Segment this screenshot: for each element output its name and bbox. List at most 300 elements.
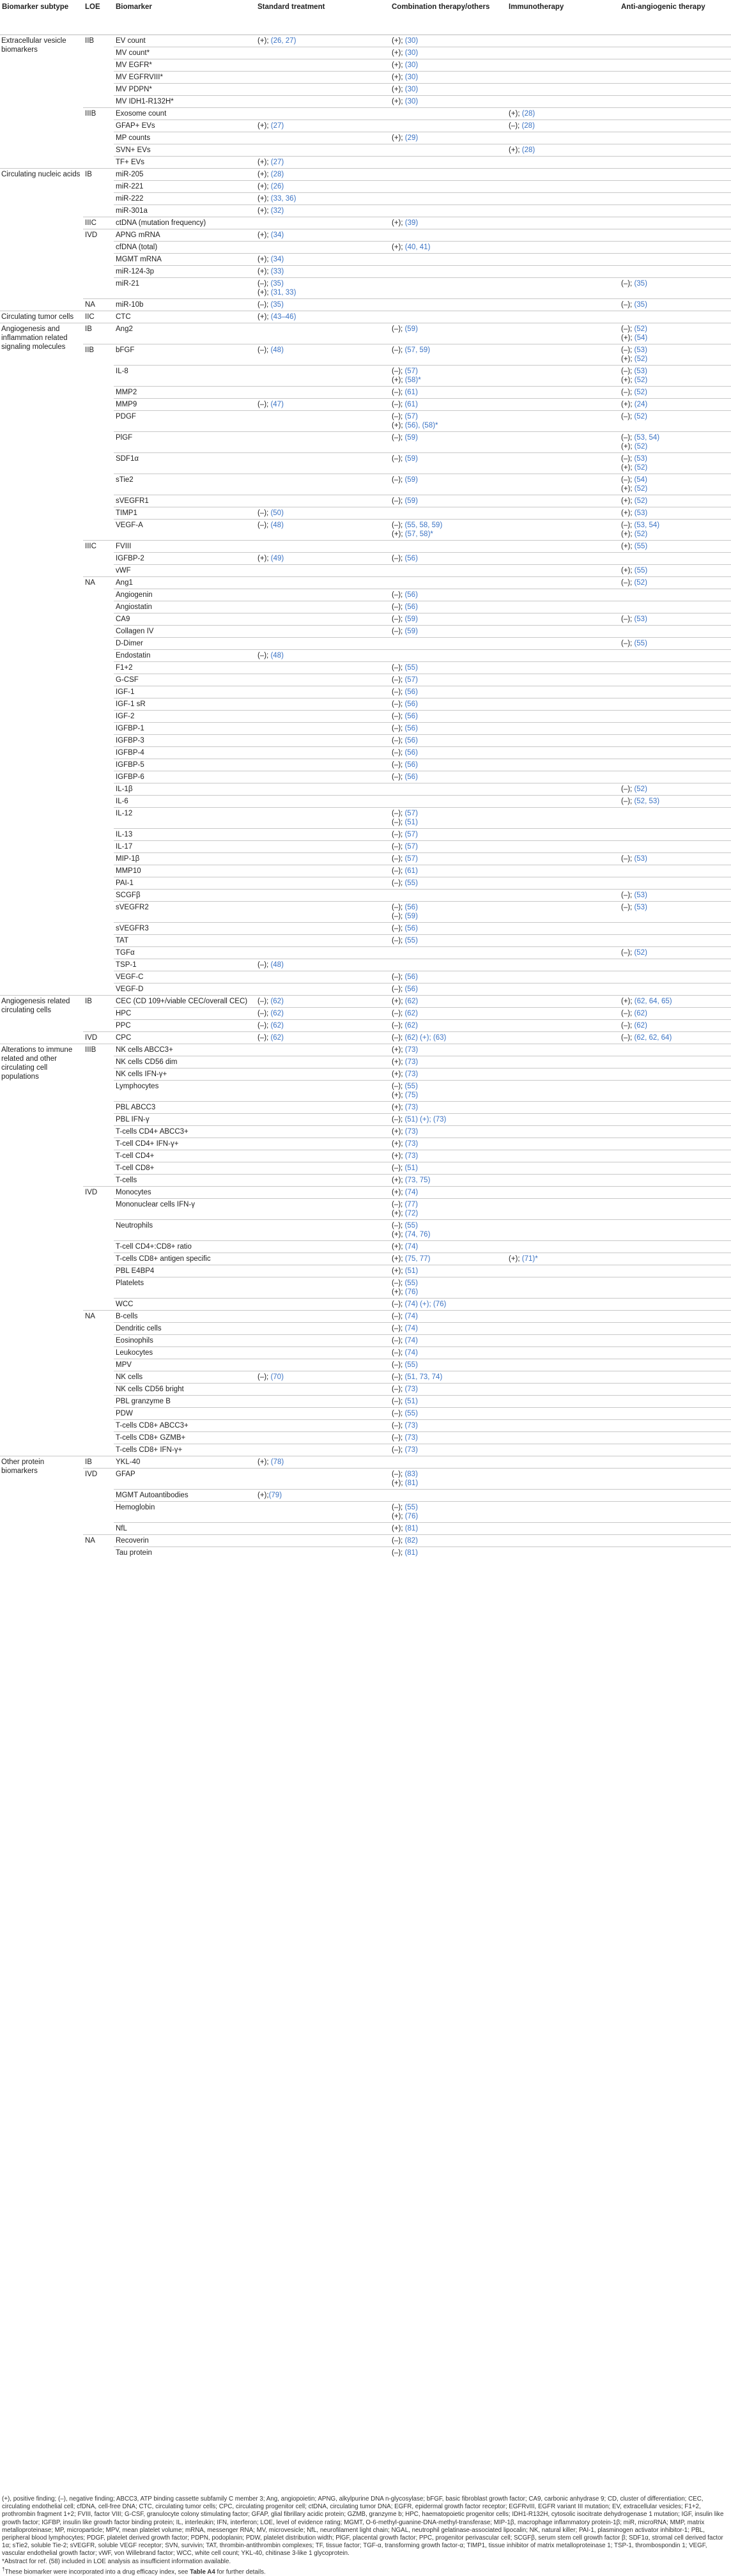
standard-treatment-cell bbox=[256, 1444, 390, 1456]
citation-link[interactable]: (81) bbox=[404, 1525, 419, 1532]
citation-link[interactable]: (51) (+); (73) bbox=[404, 1116, 447, 1123]
citation-link[interactable]: (73) bbox=[404, 1152, 419, 1160]
citation-link[interactable]: (55) bbox=[404, 1410, 418, 1417]
anti-angiogenic-cell: (–); (53, 54) (+); (52) bbox=[619, 432, 731, 453]
biomarker-cell: IGFBP-5 bbox=[114, 759, 256, 771]
standard-treatment-cell bbox=[256, 686, 390, 698]
standard-treatment-cell: (+); (28) bbox=[256, 169, 390, 181]
standard-treatment-cell: (–); (62) bbox=[256, 1020, 390, 1032]
standard-treatment-cell bbox=[256, 1535, 390, 1547]
subtype-cell: Circulating tumor cells bbox=[0, 311, 83, 323]
citation-link[interactable]: (74) bbox=[404, 1325, 418, 1332]
citation-link[interactable]: (62, 64, 65) bbox=[634, 998, 672, 1005]
citation-link[interactable]: (48) bbox=[270, 652, 284, 659]
immunotherapy-cell bbox=[507, 1547, 619, 1559]
biomarker-cell: T-cells CD8+ GZMB+ bbox=[114, 1432, 256, 1444]
immunotherapy-cell bbox=[507, 747, 619, 759]
anti-angiogenic-cell bbox=[619, 47, 731, 59]
citation-link[interactable]: (73) bbox=[404, 1422, 418, 1430]
citation-link[interactable]: (55) bbox=[404, 1083, 418, 1090]
immunotherapy-cell bbox=[507, 453, 619, 474]
citation-link[interactable]: (33, 36) bbox=[270, 195, 296, 203]
citation-link[interactable]: (59) bbox=[404, 455, 418, 463]
citation-link[interactable]: (76) bbox=[404, 1513, 419, 1520]
citation-link[interactable]: (73) bbox=[404, 1104, 419, 1111]
subtype-cell: Angiogenesis and inflammation related signaling molecules bbox=[0, 323, 83, 996]
standard-treatment-cell bbox=[256, 108, 390, 120]
anti-angiogenic-cell: (–); (53) bbox=[619, 890, 731, 902]
citation-link[interactable]: (34) bbox=[270, 256, 284, 263]
anti-angiogenic-cell bbox=[619, 1323, 731, 1335]
combination-therapy-cell: (–); (55) (+); (76) bbox=[390, 1277, 507, 1299]
citation-link[interactable]: (53) bbox=[634, 455, 647, 463]
standard-treatment-cell: (+); (33, 36) bbox=[256, 193, 390, 205]
citation-link[interactable]: (52) bbox=[634, 413, 647, 420]
citation-link[interactable]: (52) bbox=[634, 497, 648, 505]
biomarker-cell: T-cells CD8+ IFN-γ+ bbox=[114, 1444, 256, 1456]
citation-link[interactable]: (70) bbox=[270, 1373, 284, 1381]
citation-link[interactable]: (56), (58)* bbox=[404, 422, 438, 429]
immunotherapy-cell bbox=[507, 1490, 619, 1502]
biomarker-cell: PBL granzyme B bbox=[114, 1396, 256, 1408]
combination-therapy-cell: (–); (81) bbox=[390, 1547, 507, 1559]
standard-treatment-cell bbox=[256, 1220, 390, 1241]
immunotherapy-cell bbox=[507, 387, 619, 399]
combination-therapy-cell: (–); (56) bbox=[390, 771, 507, 783]
combination-therapy-cell bbox=[390, 947, 507, 959]
citation-link[interactable]: (52) bbox=[634, 579, 647, 587]
standard-treatment-cell bbox=[256, 1277, 390, 1299]
anti-angiogenic-cell bbox=[619, 35, 731, 47]
loe-cell: IIB bbox=[83, 35, 114, 108]
standard-treatment-cell bbox=[256, 242, 390, 254]
citation-link[interactable]: (52) bbox=[634, 464, 648, 472]
citation-link[interactable]: (55) bbox=[404, 1279, 418, 1287]
standard-treatment-cell bbox=[256, 1253, 390, 1265]
biomarker-cell: T-cells CD4+ ABCC3+ bbox=[114, 1126, 256, 1138]
citation-link[interactable]: (39) bbox=[404, 219, 419, 227]
anti-angiogenic-cell bbox=[619, 686, 731, 698]
combination-therapy-cell: (–); (55) bbox=[390, 935, 507, 947]
citation-link[interactable]: (53) bbox=[634, 855, 647, 863]
citation-link[interactable]: (61) bbox=[404, 401, 418, 408]
citation-link[interactable]: (48) bbox=[270, 521, 284, 529]
citation-link[interactable]: (54) bbox=[634, 334, 648, 342]
standard-treatment-cell bbox=[256, 865, 390, 877]
standard-treatment-cell: (–); (62) bbox=[256, 996, 390, 1008]
anti-angiogenic-cell: (–); (53) (+); (52) bbox=[619, 366, 731, 387]
citation-link[interactable]: (31, 33) bbox=[270, 289, 296, 297]
subtype-cell: Alterations to immune related and other circulating cell populations bbox=[0, 1044, 83, 1456]
citation-link[interactable]: (61) bbox=[404, 867, 418, 875]
combination-therapy-cell: (–); (57) bbox=[390, 841, 507, 853]
immunotherapy-cell bbox=[507, 1044, 619, 1056]
citation-link[interactable]: (54) bbox=[634, 476, 647, 484]
citation-link[interactable]: (56) bbox=[404, 761, 418, 769]
standard-treatment-cell bbox=[256, 1162, 390, 1175]
loe-cell: IVD bbox=[83, 1032, 114, 1044]
table-row bbox=[0, 229, 731, 242]
anti-angiogenic-cell bbox=[619, 132, 731, 144]
citation-link[interactable]: (56) bbox=[404, 603, 418, 611]
anti-angiogenic-cell: (–); (55) bbox=[619, 638, 731, 650]
anti-angiogenic-cell bbox=[619, 1162, 731, 1175]
citation-link[interactable]: (76) bbox=[404, 1288, 419, 1296]
standard-treatment-cell bbox=[256, 1199, 390, 1220]
immunotherapy-cell: (+); (71)* bbox=[507, 1253, 619, 1265]
citation-link[interactable]: (30) bbox=[404, 61, 419, 69]
citation-link[interactable]: (53, 54) bbox=[634, 434, 660, 442]
citation-link[interactable]: (53) bbox=[634, 346, 647, 354]
anti-angiogenic-cell bbox=[619, 1068, 731, 1081]
citation-link[interactable]: (27) bbox=[270, 122, 284, 130]
citation-link[interactable]: (59) bbox=[404, 497, 418, 505]
citation-link[interactable]: (57) bbox=[404, 676, 418, 684]
anti-angiogenic-cell bbox=[619, 1150, 731, 1162]
citation-link[interactable]: (26, 27) bbox=[270, 37, 296, 45]
biomarker-cell: PlGF bbox=[114, 432, 256, 453]
standard-treatment-cell: (–); (35) bbox=[256, 299, 390, 311]
citation-link[interactable]: (30) bbox=[404, 73, 419, 81]
standard-treatment-cell bbox=[256, 1384, 390, 1396]
biomarker-cell: Endostatin bbox=[114, 650, 256, 662]
anti-angiogenic-cell bbox=[619, 1432, 731, 1444]
combination-therapy-cell: (+); (73) bbox=[390, 1126, 507, 1138]
biomarker-cell: Angiogenin bbox=[114, 589, 256, 601]
citation-link[interactable]: (52) bbox=[634, 355, 648, 363]
combination-therapy-cell: (–); (56) bbox=[390, 686, 507, 698]
citation-link[interactable]: (57, 58)* bbox=[404, 530, 433, 538]
loe-cell: IIIB bbox=[83, 1044, 114, 1187]
biomarker-cell: IL-12 bbox=[114, 808, 256, 829]
immunotherapy-cell bbox=[507, 983, 619, 996]
citation-link[interactable]: (55) bbox=[404, 1222, 418, 1230]
citation-link[interactable]: (53) bbox=[634, 891, 647, 899]
citation-link[interactable]: (56) bbox=[404, 555, 418, 562]
anti-angiogenic-cell bbox=[619, 242, 731, 254]
immunotherapy-cell: (+); (28) bbox=[507, 144, 619, 157]
citation-link[interactable]: (57, 59) bbox=[404, 346, 431, 354]
citation-link[interactable]: (62) bbox=[270, 998, 284, 1005]
biomarker-cell: SDF1α bbox=[114, 453, 256, 474]
citation-link[interactable]: (55) bbox=[404, 937, 418, 945]
immunotherapy-cell bbox=[507, 344, 619, 366]
citation-link[interactable]: (55) bbox=[404, 879, 418, 887]
citation-link[interactable]: (57) bbox=[404, 843, 418, 851]
biomarker-cell: IGF-1 bbox=[114, 686, 256, 698]
citation-link[interactable]: (59) bbox=[404, 476, 418, 484]
citation-link[interactable]: (43–46) bbox=[270, 313, 296, 321]
citation-link[interactable]: (73) bbox=[404, 1046, 419, 1054]
citation-link[interactable]: (82) bbox=[404, 1537, 418, 1545]
standard-treatment-cell bbox=[256, 1311, 390, 1323]
anti-angiogenic-cell bbox=[619, 589, 731, 601]
citation-link[interactable]: (35) bbox=[270, 280, 284, 288]
anti-angiogenic-cell: (–); (53) bbox=[619, 902, 731, 923]
citation-link[interactable]: (62, 62, 64) bbox=[634, 1034, 672, 1042]
anti-angiogenic-cell bbox=[619, 1241, 731, 1253]
biomarker-cell: miR-222 bbox=[114, 193, 256, 205]
citation-link[interactable]: (57) bbox=[404, 413, 418, 420]
citation-link[interactable]: (53, 54) bbox=[634, 521, 660, 529]
citation-link[interactable]: (57) bbox=[404, 831, 418, 838]
citation-link[interactable]: (52) bbox=[634, 785, 647, 793]
citation-link[interactable]: (28) bbox=[521, 110, 535, 118]
immunotherapy-cell bbox=[507, 1408, 619, 1420]
combination-therapy-cell: (–); (59) bbox=[390, 453, 507, 474]
citation-link[interactable]: (55) bbox=[404, 664, 418, 672]
standard-treatment-cell bbox=[256, 1044, 390, 1056]
immunotherapy-cell bbox=[507, 1456, 619, 1469]
citation-link[interactable]: (52, 53) bbox=[634, 798, 660, 805]
anti-angiogenic-cell bbox=[619, 1384, 731, 1396]
anti-angiogenic-cell: (–); (53) (+); (52) bbox=[619, 344, 731, 366]
table-row bbox=[0, 1187, 731, 1199]
citation-link[interactable]: (56) bbox=[404, 725, 418, 732]
immunotherapy-cell bbox=[507, 841, 619, 853]
citation-link[interactable]: (59) bbox=[404, 325, 418, 333]
citation-link[interactable]: (52) bbox=[634, 443, 648, 451]
citation-link[interactable]: (74) bbox=[404, 1313, 418, 1320]
citation-link[interactable]: (55) bbox=[404, 1504, 418, 1511]
citation-link[interactable]: (40, 41) bbox=[404, 243, 431, 251]
citation-link[interactable]: (59) bbox=[404, 628, 418, 635]
anti-angiogenic-cell bbox=[619, 1114, 731, 1126]
table-footnote bbox=[0, 2495, 731, 2576]
loe-cell: NA bbox=[83, 299, 114, 311]
standard-treatment-cell: (+); (27) bbox=[256, 157, 390, 169]
citation-link[interactable]: (71)* bbox=[521, 1255, 538, 1263]
standard-treatment-cell bbox=[256, 1114, 390, 1126]
citation-link[interactable]: (28) bbox=[521, 146, 535, 154]
biomarker-cell: Collagen IV bbox=[114, 626, 256, 638]
footnote-dagger: †These biomarker were incorporated into a drug efficacy index, see Table A4 for further details. bbox=[2, 2566, 266, 2576]
citation-link[interactable]: (59) bbox=[404, 615, 418, 623]
citation-link[interactable]: (62) bbox=[270, 1034, 284, 1042]
citation-link[interactable]: (52) bbox=[634, 376, 648, 384]
citation-link[interactable]: (81) bbox=[404, 1479, 419, 1487]
citation-link[interactable]: (62) bbox=[404, 1010, 418, 1017]
citation-link[interactable]: (73) bbox=[404, 1128, 419, 1136]
citation-link[interactable]: (79) bbox=[268, 1492, 282, 1499]
citation-link[interactable]: (49) bbox=[270, 555, 284, 562]
citation-link[interactable]: (62) bbox=[270, 1010, 284, 1017]
anti-angiogenic-cell bbox=[619, 698, 731, 711]
immunotherapy-cell bbox=[507, 565, 619, 577]
anti-angiogenic-cell bbox=[619, 1138, 731, 1150]
biomarker-cell: GFAP bbox=[114, 1469, 256, 1490]
citation-link[interactable]: (26) bbox=[270, 183, 284, 190]
citation-link[interactable]: (35) bbox=[634, 280, 647, 288]
immunotherapy-cell bbox=[507, 399, 619, 411]
citation-link[interactable]: (29) bbox=[404, 134, 419, 142]
citation-link[interactable]: (28) bbox=[521, 122, 535, 130]
immunotherapy-cell bbox=[507, 1265, 619, 1277]
citation-link[interactable]: (52) bbox=[634, 949, 647, 957]
citation-link[interactable]: (62) bbox=[404, 998, 419, 1005]
standard-treatment-cell: (–); (48) bbox=[256, 959, 390, 971]
citation-link[interactable]: (58)* bbox=[404, 376, 421, 384]
immunotherapy-cell bbox=[507, 1384, 619, 1396]
immunotherapy-cell bbox=[507, 72, 619, 84]
citation-link[interactable]: (61) bbox=[404, 389, 418, 396]
citation-link[interactable]: (81) bbox=[404, 1549, 418, 1557]
anti-angiogenic-cell bbox=[619, 157, 731, 169]
combination-therapy-cell: (–); (55) bbox=[390, 662, 507, 674]
citation-link[interactable]: (48) bbox=[270, 346, 284, 354]
citation-link[interactable]: (32) bbox=[270, 207, 284, 215]
immunotherapy-cell bbox=[507, 1335, 619, 1347]
standard-treatment-cell bbox=[256, 1432, 390, 1444]
biomarker-cell: Neutrophils bbox=[114, 1220, 256, 1241]
citation-link[interactable]: (34) bbox=[270, 231, 284, 239]
combination-therapy-cell bbox=[390, 1490, 507, 1502]
immunotherapy-cell bbox=[507, 935, 619, 947]
loe-cell: NA bbox=[83, 1535, 114, 1559]
citation-link[interactable]: (53) bbox=[634, 615, 647, 623]
citation-link[interactable]: (35) bbox=[634, 301, 647, 309]
citation-link[interactable]: (50) bbox=[270, 509, 284, 517]
citation-link[interactable]: (30) bbox=[404, 86, 419, 93]
citation-link[interactable]: (73) bbox=[404, 1070, 419, 1078]
citation-link[interactable]: (33) bbox=[270, 268, 284, 275]
citation-link[interactable]: (30) bbox=[404, 37, 419, 45]
citation-link[interactable]: (55, 58, 59) bbox=[404, 521, 443, 529]
citation-link[interactable]: (62) bbox=[404, 1022, 418, 1030]
combination-therapy-cell: (–); (57) bbox=[390, 829, 507, 841]
citation-link[interactable]: (59) bbox=[404, 913, 418, 920]
citation-link[interactable]: (51) bbox=[404, 1267, 419, 1275]
citation-link[interactable]: (56) bbox=[404, 904, 418, 911]
citation-link[interactable]: (27) bbox=[270, 158, 284, 166]
citation-link[interactable]: (51, 73, 74) bbox=[404, 1373, 443, 1381]
combination-therapy-cell bbox=[390, 650, 507, 662]
citation-link[interactable]: (56) bbox=[404, 737, 418, 744]
citation-link[interactable]: (74) (+); (76) bbox=[404, 1300, 447, 1308]
anti-angiogenic-cell bbox=[619, 923, 731, 935]
citation-link[interactable]: (75) bbox=[404, 1091, 419, 1099]
citation-link[interactable]: (56) bbox=[404, 749, 418, 757]
header-anti-angiogenic-therapy: Anti-angiogenic therapy bbox=[619, 0, 731, 35]
citation-link[interactable]: (57) bbox=[404, 810, 418, 817]
biomarker-cell: IL-17 bbox=[114, 841, 256, 853]
immunotherapy-cell bbox=[507, 1396, 619, 1408]
anti-angiogenic-cell bbox=[619, 553, 731, 565]
immunotherapy-cell bbox=[507, 1502, 619, 1523]
citation-link[interactable]: (53) bbox=[634, 367, 647, 375]
anti-angiogenic-cell bbox=[619, 1311, 731, 1323]
citation-link[interactable]: (52) bbox=[634, 325, 647, 333]
citation-link[interactable]: (28) bbox=[270, 171, 284, 178]
standard-treatment-cell bbox=[256, 453, 390, 474]
citation-link[interactable]: (52) bbox=[634, 530, 648, 538]
citation-link[interactable]: (73) bbox=[404, 1434, 418, 1442]
citation-link[interactable]: (56) bbox=[404, 925, 418, 932]
biomarker-cell: MIP-1β bbox=[114, 853, 256, 865]
citation-link[interactable]: (74) bbox=[404, 1337, 418, 1345]
citation-link[interactable]: (62) bbox=[634, 1010, 647, 1017]
citation-link[interactable]: (55) bbox=[634, 640, 647, 647]
citation-link[interactable]: (75, 77) bbox=[404, 1255, 431, 1263]
citation-link[interactable]: (51) bbox=[404, 1164, 418, 1172]
citation-link[interactable]: (57) bbox=[404, 855, 418, 863]
anti-angiogenic-cell bbox=[619, 601, 731, 613]
citation-link[interactable]: (56) bbox=[404, 973, 418, 981]
citation-link[interactable]: (56) bbox=[404, 700, 418, 708]
citation-link[interactable]: (59) bbox=[404, 434, 418, 442]
citation-link[interactable]: (77) bbox=[404, 1201, 418, 1208]
citation-link[interactable]: (30) bbox=[404, 98, 419, 105]
citation-link[interactable]: (62) bbox=[634, 1022, 647, 1030]
immunotherapy-cell bbox=[507, 1299, 619, 1311]
biomarker-cell: YKL-40 bbox=[114, 1456, 256, 1469]
citation-link[interactable]: (56) bbox=[404, 713, 418, 720]
standard-treatment-cell bbox=[256, 1126, 390, 1138]
citation-link[interactable]: (74, 76) bbox=[404, 1231, 431, 1238]
combination-therapy-cell bbox=[390, 299, 507, 311]
citation-link[interactable]: (83) bbox=[404, 1470, 418, 1478]
citation-link[interactable]: (35) bbox=[270, 301, 284, 309]
citation-link[interactable]: (62) bbox=[270, 1022, 284, 1030]
biomarker-cell: VEGF-A bbox=[114, 520, 256, 541]
citation-link[interactable]: (51) bbox=[404, 819, 418, 826]
citation-link[interactable]: (52) bbox=[634, 389, 647, 396]
citation-link[interactable]: (56) bbox=[404, 985, 418, 993]
citation-link[interactable]: (30) bbox=[404, 49, 419, 57]
citation-link[interactable]: (78) bbox=[270, 1458, 284, 1466]
citation-link[interactable]: (74) bbox=[404, 1243, 419, 1251]
citation-link[interactable]: (72) bbox=[404, 1210, 419, 1217]
citation-link[interactable]: (73) bbox=[404, 1058, 419, 1066]
citation-link[interactable]: (56) bbox=[404, 688, 418, 696]
biomarker-cell: T-cell CD4+ bbox=[114, 1150, 256, 1162]
citation-link[interactable]: (51) bbox=[404, 1398, 418, 1405]
citation-link[interactable]: (47) bbox=[270, 401, 284, 408]
immunotherapy-cell bbox=[507, 1032, 619, 1044]
citation-link[interactable]: (74) bbox=[404, 1189, 419, 1196]
citation-link[interactable]: (73) bbox=[404, 1446, 418, 1454]
citation-link[interactable]: (55) bbox=[404, 1361, 418, 1369]
biomarker-cell: Hemoglobin bbox=[114, 1502, 256, 1523]
citation-link[interactable]: (73) bbox=[404, 1385, 418, 1393]
anti-angiogenic-cell bbox=[619, 829, 731, 841]
citation-link[interactable]: (57) bbox=[404, 367, 418, 375]
citation-link[interactable]: (55) bbox=[634, 543, 648, 550]
standard-treatment-cell bbox=[256, 890, 390, 902]
immunotherapy-cell bbox=[507, 432, 619, 453]
citation-link[interactable]: (53) bbox=[634, 904, 647, 911]
citation-link[interactable]: (48) bbox=[270, 961, 284, 969]
citation-link[interactable]: (52) bbox=[634, 485, 648, 493]
citation-link[interactable]: (56) bbox=[404, 591, 418, 599]
citation-link[interactable]: (73) bbox=[404, 1140, 419, 1148]
biomarker-cell: APNG mRNA bbox=[114, 229, 256, 242]
citation-link[interactable]: (73, 75) bbox=[404, 1176, 431, 1184]
citation-link[interactable]: (56) bbox=[404, 773, 418, 781]
combination-therapy-cell: (–); (56) bbox=[390, 747, 507, 759]
standard-treatment-cell: (+); (34) bbox=[256, 229, 390, 242]
immunotherapy-cell bbox=[507, 311, 619, 323]
citation-link[interactable]: (74) bbox=[404, 1349, 418, 1357]
citation-link[interactable]: (53) bbox=[634, 509, 648, 517]
table-row bbox=[0, 311, 731, 323]
citation-link[interactable]: (24) bbox=[634, 401, 648, 408]
citation-link[interactable]: (55) bbox=[634, 567, 648, 575]
citation-link[interactable]: (62) (+); (63) bbox=[404, 1034, 447, 1042]
biomarker-cell: miR-21 bbox=[114, 278, 256, 299]
combination-therapy-cell: (+); (39) bbox=[390, 217, 507, 229]
table-a4-link[interactable]: Table A4 bbox=[190, 2568, 215, 2576]
